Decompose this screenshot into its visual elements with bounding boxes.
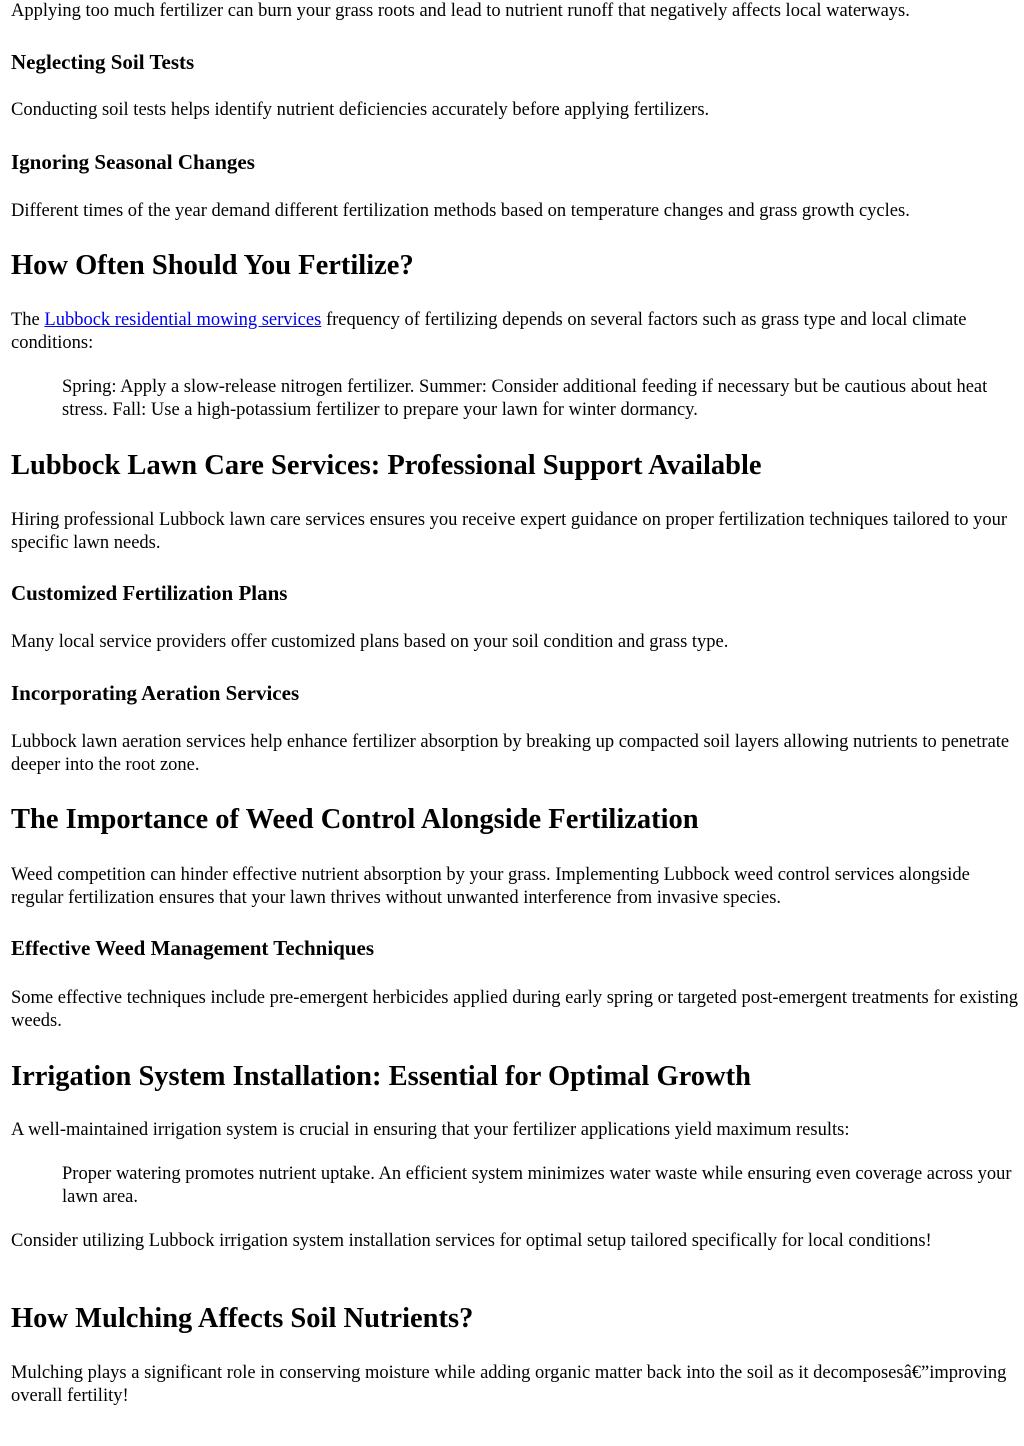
paragraph-how-often <box>11 309 1019 355</box>
paragraph-customized-plans: Many local service providers offer customized plans based on your soil condition and grass type. <box>11 632 729 652</box>
heading-weed-control: The Importance of Weed Control Alongside Fertilization <box>11 804 699 835</box>
heading-weed-management-techniques: Effective Weed Management Techniques <box>11 936 375 960</box>
paragraph-soil-tests: Conducting soil tests helps identify nutrient deficiencies accurately before applying fertilizers. <box>11 100 710 120</box>
paragraph-how-often-rest: frequency of fertilizing depends on several factors such as grass type and local climate conditions: <box>11 310 967 353</box>
heading-how-often-fertilize: How Often Should You Fertilize? <box>11 250 414 281</box>
heading-mulching-soil-nutrients: How Mulching Affects Soil Nutrients? <box>11 1303 474 1334</box>
blockquote-proper-watering: Proper watering promotes nutrient uptake. An efficient system minimizes water waste while ensuring even coverage across your lawn area. <box>62 1164 1012 1207</box>
paragraph-fertilizer-runoff: Applying too much fertilizer can burn your grass roots and lead to nutrient runoff that negatively affects local waterways. <box>11 1 910 21</box>
paragraph-weed-control: Weed competition can hinder effective nutrient absorption by your grass. Implementing Lubbock weed control services alongside regular fertilization ensures that your lawn thrives without unwanted interference from invasive species. <box>11 865 970 908</box>
paragraph-irrigation-system: A well-maintained irrigation system is crucial in ensuring that your fertilizer applications yield maximum results: <box>11 1120 850 1140</box>
heading-ignoring-seasonal-changes: Ignoring Seasonal Changes <box>11 150 255 174</box>
paragraph-irrigation-installation: Consider utilizing Lubbock irrigation system installation services for optimal setup tailored specifically for local conditions! <box>11 1231 932 1251</box>
paragraph-mulching: Mulching plays a significant role in conserving moisture while adding organic matter back into the soil as it decomposesâ€”improving overall fertility! <box>11 1363 1007 1406</box>
link-lubbock-residential-mowing-services[interactable]: Lubbock residential mowing services <box>44 310 322 330</box>
heading-lubbock-lawn-care-services: Lubbock Lawn Care Services: Professional Support Available <box>11 450 762 481</box>
paragraph-lawn-care-services: Hiring professional Lubbock lawn care services ensures you receive expert guidance on proper fertilization techniques tailored to your specific lawn needs. <box>11 510 1008 553</box>
paragraph-weed-management: Some effective techniques include pre-emergent herbicides applied during early spring or targeted post-emergent treatments for existing weeds. <box>11 988 1019 1031</box>
heading-irrigation-system-installation: Irrigation System Installation: Essential for Optimal Growth <box>11 1061 751 1092</box>
paragraph-seasonal-changes: Different times of the year demand different fertilization methods based on temperature changes and grass growth cycles. <box>11 201 910 221</box>
paragraph-aeration-services: Lubbock lawn aeration services help enhance fertilizer absorption by breaking up compacted soil layers allowing nutrients to penetrate deeper into the root zone. <box>11 732 1010 775</box>
heading-neglecting-soil-tests: Neglecting Soil Tests <box>11 50 195 74</box>
heading-incorporating-aeration: Incorporating Aeration Services <box>11 681 300 705</box>
paragraph-how-often-lead: The <box>11 310 45 330</box>
heading-customized-fertilization-plans: Customized Fertilization Plans <box>11 581 288 605</box>
blockquote-seasonal-schedule: Spring: Apply a slow-release nitrogen fertilizer. Summer: Consider additional feeding if necessary but be cautious about heat stress. Fall: Use a high-potassium fertilizer to prepare your lawn for winter dormancy. <box>62 377 988 420</box>
